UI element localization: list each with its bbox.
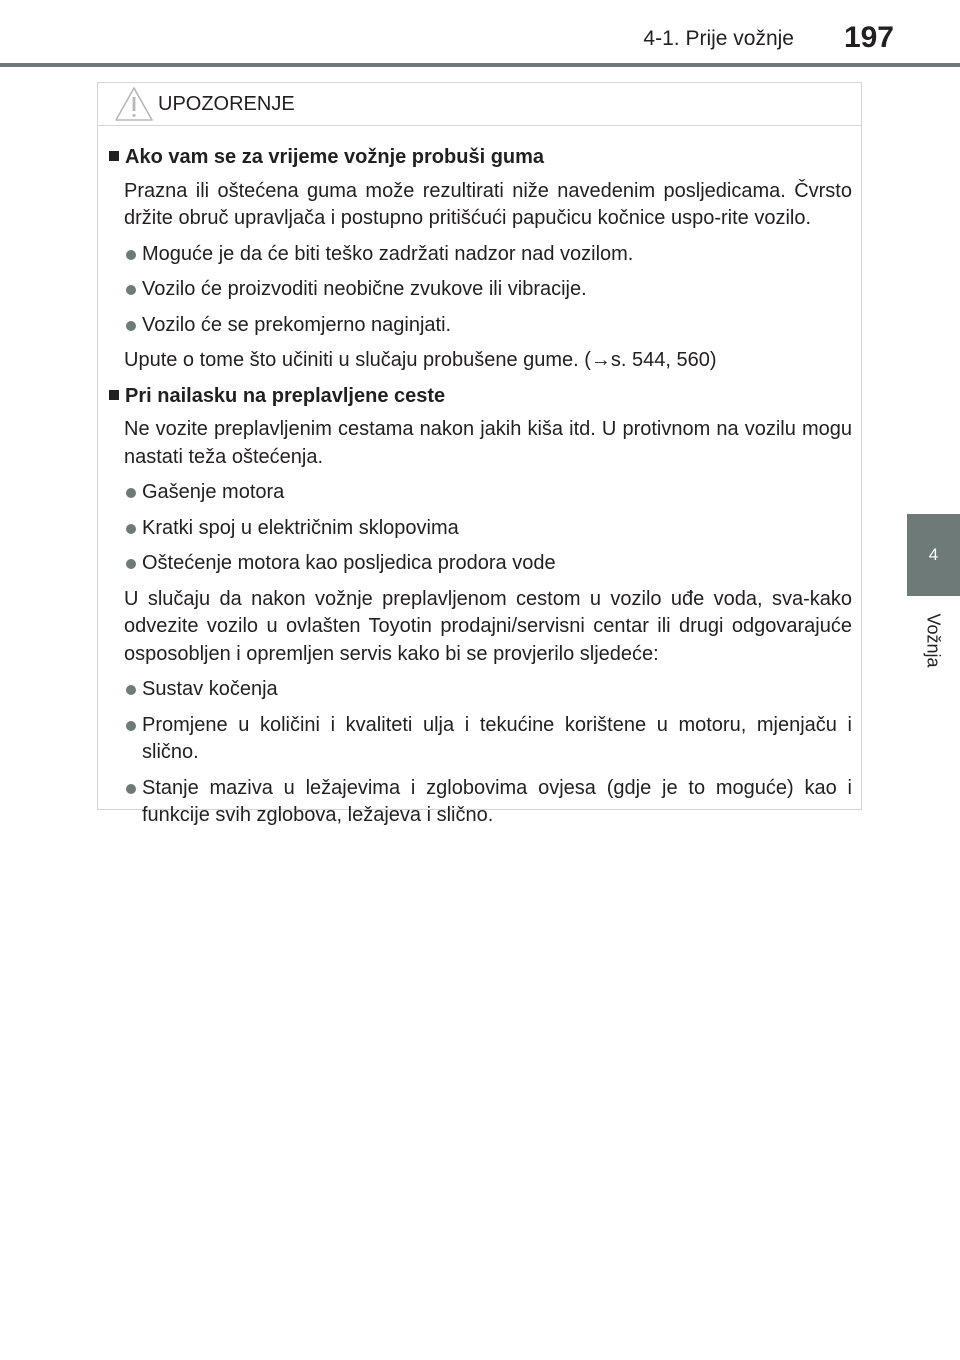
list-item: Vozilo će se prekomjerno naginjati. [124, 312, 852, 340]
page-number: 197 [843, 21, 894, 54]
bullet-dot-icon [126, 285, 136, 295]
bullet-dot-icon [126, 559, 136, 569]
chapter-tab [907, 514, 960, 596]
bullet-dot-icon [126, 488, 136, 498]
list-item: Promjene u količini i kvaliteti ulja i tekućine korištene u motoru, mjenjaču i slično. [124, 712, 852, 767]
warning-body [98, 126, 861, 830]
list-item: Gašenje motora [124, 479, 852, 507]
paragraph: Prazna ili oštećena guma može rezultirati niže navedenim posljedicama. Čvrsto držite obruč upravljača i postupno pritišćući papučicu kočnice uspo-rite vozilo. [124, 179, 852, 229]
bullet-dot-icon [126, 721, 136, 731]
section-title: 4-1. Prije vožnje [643, 27, 794, 50]
header-rule [0, 63, 960, 67]
warning-title: UPOZORENJE [158, 92, 295, 115]
chapter-label-text: Vožnja [923, 612, 944, 668]
bullet-dot-icon [126, 321, 136, 331]
list-item: Moguće je da će biti teško zadržati nadzor nad vozilom. [124, 241, 852, 269]
list-item: Sustav kočenja [124, 676, 852, 704]
paragraph-reference: Upute o tome što učiniti u slučaju probušene gume. (→s. 544, 560) [124, 349, 717, 371]
bullet-dot-icon [126, 250, 136, 260]
warning-header [98, 83, 861, 126]
chapter-number: 4 [928, 545, 939, 564]
bullet-dot-icon [126, 784, 136, 794]
section-heading-flooded-roads [106, 383, 852, 411]
bullet-dot-icon [126, 524, 136, 534]
section-heading-text: Ako vam se za vrijeme vožnje probuši guma [125, 146, 545, 168]
bullet-dot-icon [126, 685, 136, 695]
section-heading-flat-tire [106, 144, 852, 172]
chapter-label [905, 600, 960, 680]
square-bullet-icon [109, 390, 119, 400]
list-item: Stanje maziva u ležajevima i zglobovima ovjesa (gdje je to moguće) kao i funkcije svih zglobova, ležajeva i slično. [124, 775, 852, 830]
warning-triangle-icon [114, 86, 154, 122]
section-heading-text: Pri nailasku na preplavljene ceste [125, 384, 446, 407]
paragraph: Ne vozite preplavljenim cestama nakon jakih kiša itd. U protivnom na vozilu mogu nastati teža oštećenja. [124, 418, 852, 468]
paragraph: U slučaju da nakon vožnje preplavljenom cestom u vozilo uđe voda, sva-kako odvezite vozilo u ovlašten Toyotin prodajni/servisni centar ili drugi odgovarajuće osposobljen i opremljen servis kako bi se provjerilo sljedeće: [124, 587, 852, 665]
warning-box [97, 82, 862, 826]
square-bullet-icon [109, 151, 119, 161]
list-item: Oštećenje motora kao posljedica prodora vode [124, 550, 852, 578]
list-item: Vozilo će proizvoditi neobične zvukove ili vibracije. [124, 276, 852, 304]
list-item: Kratki spoj u električnim sklopovima [124, 515, 852, 543]
